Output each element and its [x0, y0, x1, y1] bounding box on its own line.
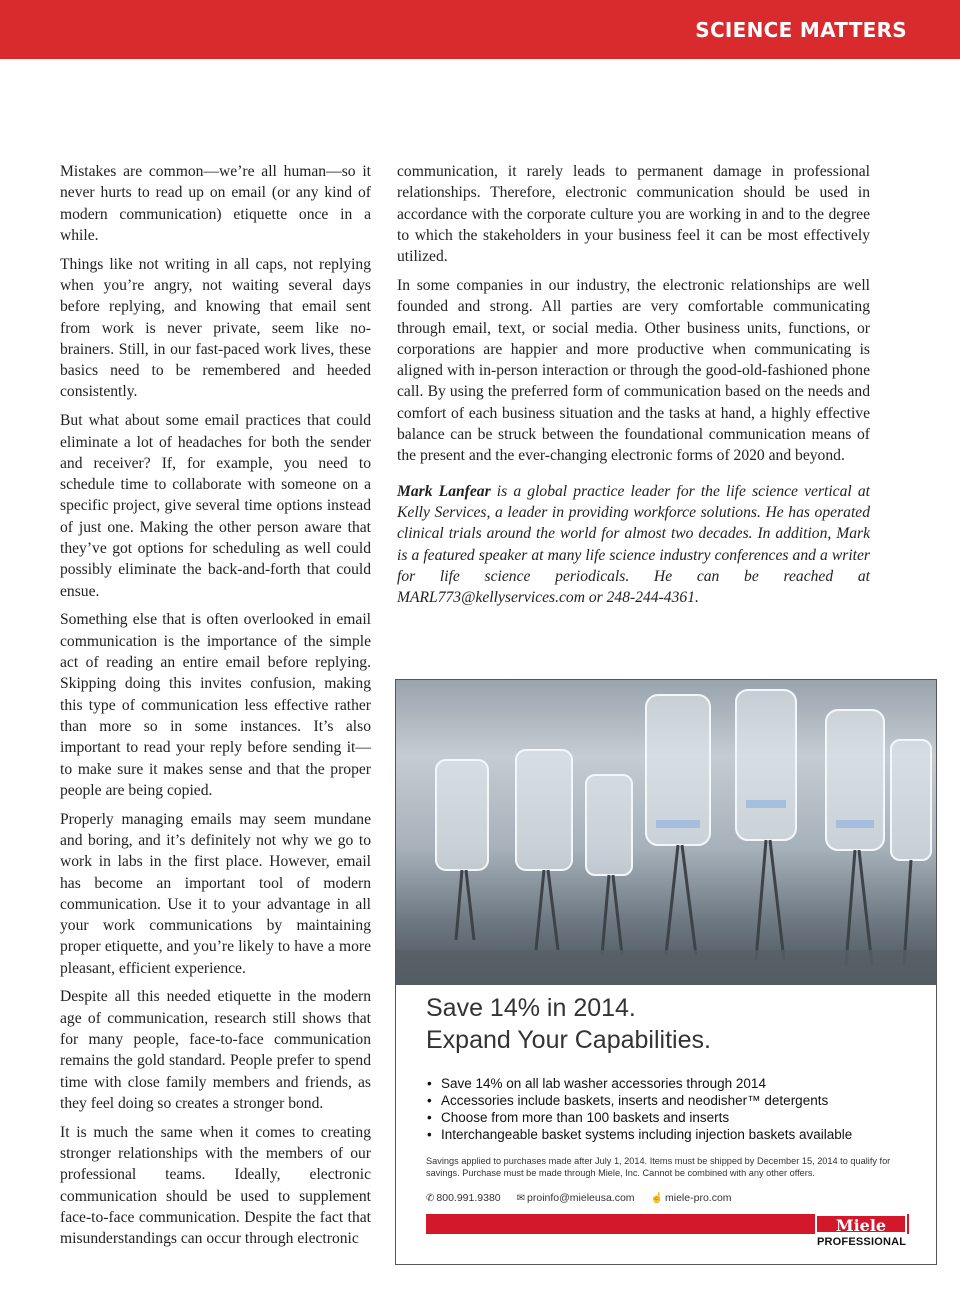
author-name: Mark Lanfear — [397, 482, 491, 500]
ad-website[interactable]: ☝ miele-pro.com — [650, 1192, 732, 1204]
paragraph: It is much the same when it comes to creating stronger relationships with the members of our professional teams. Ideally, electronic communication should be used to supplement face-to-face communication. Despite the fact that misunderstandings can occur through electronic — [60, 1123, 371, 1248]
ad-photo-lab-bottles — [396, 680, 936, 985]
paragraph: In some companies in our industry, the electronic relationships are well founded and strong. All parties are very comfortable communicating through email, text, or social media. Other business units, functions, or corporations are happier and more productive when communicating is aligned with in-person interaction or through the good-old-fashioned phone call. By using the preferred form of communication based on the needs and comfort of each business situation and the tasks at hand, a highly effective balance can be struck between the foundational communication means of the present and the ever-changing electronic forms of 2020 and beyond. — [397, 276, 870, 465]
ad-fine-print: Savings applied to purchases made after July 1, 2014. Items must be shipped by December 15, 2014 to qualify for savings. Purchase must be made through Miele, Inc. Cannot be combined with any other offers. — [426, 1156, 891, 1178]
ad-phone[interactable]: ✆ 800.991.9380 — [426, 1192, 501, 1204]
ad-email[interactable]: ✉ proinfo@mieleusa.com — [516, 1192, 635, 1204]
list-item: • Choose from more than 100 baskets and inserts — [426, 1109, 852, 1126]
ad-headline-line2: Expand Your Capabilities. — [426, 1026, 711, 1054]
paragraph: Despite all this needed etiquette in the modern age of communication, research still shows that for many people, face-to-face communication remains the gold standard. People prefer to spend time with close family members and friends, as they feel doing so creates a stronger bond. — [60, 988, 371, 1112]
paragraph: Things like not writing in all caps, not replying when you’re angry, not waiting several days before replying, and knowing that email sent from work is never private, seem like no-brainers. Still, in our fast-paced work lives, these basics need to be remembered and heeded consistently. — [60, 255, 371, 401]
section-title: SCIENCE MATTERS — [695, 18, 907, 42]
ad-contact-row — [426, 1192, 732, 1204]
cursor-icon: ☝ — [650, 1193, 664, 1204]
miele-logo-subtitle: PROFESSIONAL — [817, 1236, 907, 1248]
paragraph: Mistakes are common—we’re all human—so it never hurts to read up on email (or any kind of modern communication) etiquette once in a while. — [60, 163, 371, 244]
article-column-right — [397, 161, 870, 616]
author-bio — [397, 481, 870, 609]
paragraph: Something else that is often overlooked in email communication is the importance of the simple act of reading an entire email before replying. Skipping doing this invites confusion, making this type of communication less effective rather than more so in some instances. It’s also important to read your reply before sending it—to make sure it makes sense and that the proper people are being copied. — [60, 611, 371, 799]
ad-headline-line1: Save 14% in 2014. — [426, 994, 636, 1022]
ad-headline — [426, 992, 711, 1056]
list-item: • Interchangeable basket systems including injection baskets available — [426, 1126, 852, 1143]
paragraph: But what about some email practices that could eliminate a lot of headaches for both the sender and receiver? If, for example, you need to schedule time to collaborate with someone on a specific project, give several time options instead of just one. Making the other person aware that they’ve got options for scheduling as well could possibly eliminate the back-and-forth that could ensue. — [60, 412, 371, 600]
list-item: • Accessories include baskets, inserts and neodisher™ detergents — [426, 1092, 852, 1109]
phone-icon: ✆ — [426, 1193, 435, 1204]
header-bar — [0, 0, 960, 59]
author-bio-text: is a global practice leader for the life science vertical at Kelly Services, a leader in providing workforce solutions. He has operated clinical trials around the world for almost two decades. In addition, Mark is a featured speaker at many life science industry conferences and a writer for life science periodicals. He can be reached at MARL773@kellyservices.com or 248-244-4361. — [397, 482, 871, 607]
bottles-illustration — [396, 680, 936, 985]
paragraph: communication, it rarely leads to permanent damage in professional relationships. Therefore, electronic communication should be used in accordance with the corporate culture you are working in and to the degree to which the stakeholders in your business feel it can be most effectively utilized. — [397, 163, 870, 266]
ad-bullet-list — [426, 1075, 852, 1143]
miele-logo[interactable]: Miele — [815, 1214, 907, 1234]
advertisement[interactable] — [395, 679, 937, 1265]
email-icon: ✉ — [516, 1193, 526, 1204]
list-item: • Save 14% on all lab washer accessories through 2014 — [426, 1075, 852, 1092]
article-column-left — [60, 161, 371, 1257]
paragraph: Properly managing emails may seem mundane and boring, and it’s definitely not why we go to work in labs in the first place. However, email has become an important tool of modern communication. Use it to your advantage in all your work communications by maintaining proper etiquette, and you’re likely to have a more pleasant, efficient experience. — [60, 810, 371, 977]
